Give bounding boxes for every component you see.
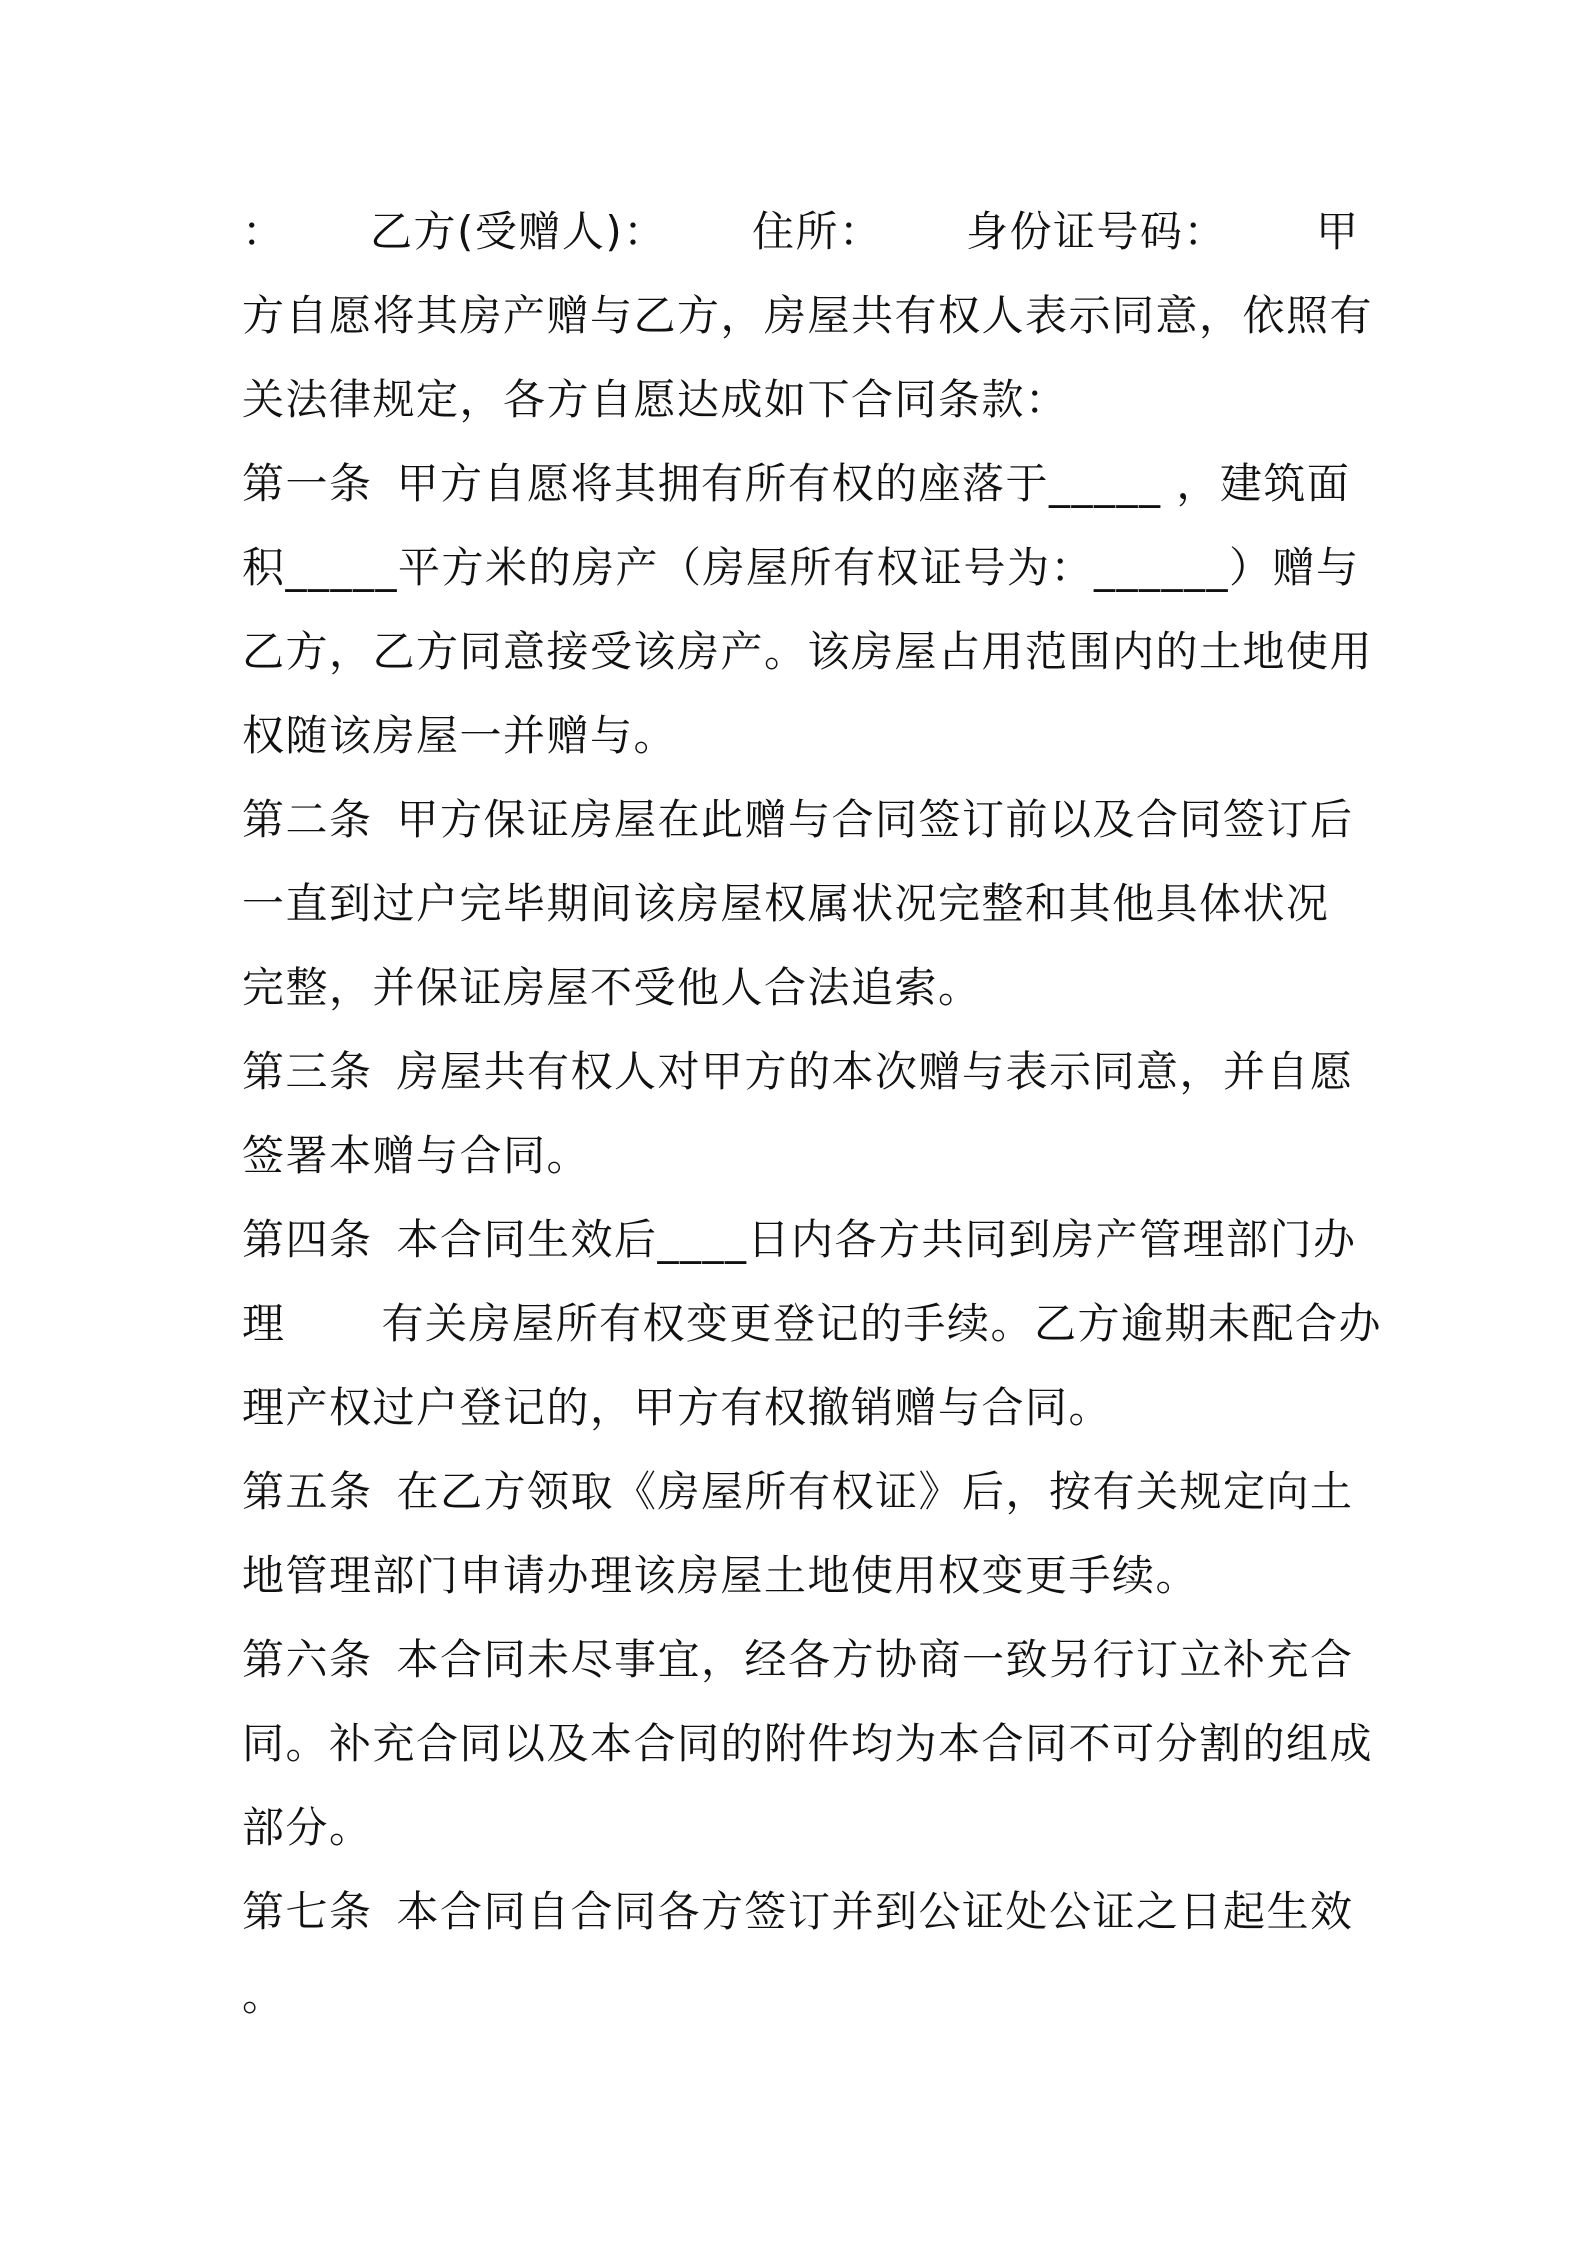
article-4-line-2 — [242, 1282, 1383, 1366]
article-5-label: 第五条 — [242, 1467, 373, 1516]
article-4-line-1 — [242, 1198, 1357, 1282]
article-1-label: 第一条 — [242, 459, 373, 508]
article-6-line-1 — [242, 1618, 1352, 1702]
article-3-line-1 — [242, 1030, 1352, 1114]
article-7-line-2: 。 — [242, 1971, 285, 2020]
article-1-line-4: 权随该房屋一并赠与。 — [242, 711, 678, 760]
article-2-text-1: 甲方保证房屋在此赠与合同签订前以及合同签订后 — [396, 795, 1354, 844]
article-2-label: 第二条 — [242, 795, 373, 844]
article-7-line-1 — [242, 1870, 1352, 1954]
article-7-text-1: 本合同自合同各方签订并到公证处公证之日起生效 — [396, 1887, 1354, 1936]
party-header-line — [242, 190, 1360, 274]
article-7-label: 第七条 — [242, 1887, 373, 1936]
article-6-text-1: 本合同未尽事宜，经各方协商一致另行订立补充合 — [396, 1635, 1354, 1684]
contract-body — [242, 190, 1383, 2038]
party-a-start: 甲 — [1316, 207, 1360, 256]
article-3-label: 第三条 — [242, 1047, 373, 1096]
article-4-label: 第四条 — [242, 1215, 373, 1264]
article-3-text-1: 房屋共有权人对甲方的本次赠与表示同意，并自愿 — [396, 1047, 1354, 1096]
article-3-line-2: 签署本赠与合同。 — [242, 1131, 591, 1180]
residence-label: 住所： — [752, 207, 883, 256]
header-colon: ： — [242, 207, 286, 256]
id-number-label: 身份证号码： — [966, 207, 1228, 256]
article-4-line-3: 理产权过户登记的，甲方有权撤销赠与合同。 — [242, 1383, 1113, 1432]
article-5-line-1 — [242, 1450, 1352, 1534]
article-1-line-2: 积_____平方米的房产（房屋所有权证号为：______）赠与 — [242, 543, 1360, 592]
article-4-text-2: 有关房屋所有权变更登记的手续。乙方逾期未配合办 — [381, 1299, 1383, 1348]
article-1-line-1 — [242, 442, 1352, 526]
article-5-text-1: 在乙方领取《房屋所有权证》后，按有关规定向土 — [396, 1467, 1354, 1516]
article-6-label: 第六条 — [242, 1635, 373, 1684]
article-2-line-2: 一直到过户完毕期间该房屋权属状况完整和其他具体状况 — [242, 879, 1330, 928]
article-1-line-3: 乙方，乙方同意接受该房产。该房屋占用范围内的土地使用 — [242, 627, 1374, 676]
article-2-line-3: 完整，并保证房屋不受他人合法追索。 — [242, 963, 982, 1012]
article-6-line-2: 同。补充合同以及本合同的附件均为本合同不可分割的组成 — [242, 1719, 1374, 1768]
article-4-text-1: 本合同生效后____日内各方共同到房产管理部门办 — [396, 1215, 1357, 1264]
article-2-line-1 — [242, 778, 1352, 862]
article-6-line-3: 部分。 — [242, 1803, 373, 1852]
article-4-line-2-prefix: 理 — [242, 1299, 286, 1348]
donee-label: 乙方(受赠人)： — [370, 207, 667, 256]
article-5-line-2: 地管理部门申请办理该房屋土地使用权变更手续。 — [242, 1551, 1200, 1600]
preamble-line-2: 关法律规定，各方自愿达成如下合同条款： — [242, 375, 1069, 424]
article-1-text-1: 甲方自愿将其拥有所有权的座落于_____ ，建筑面 — [396, 459, 1351, 508]
preamble-line-1: 方自愿将其房产赠与乙方，房屋共有权人表示同意，依照有 — [242, 291, 1374, 340]
